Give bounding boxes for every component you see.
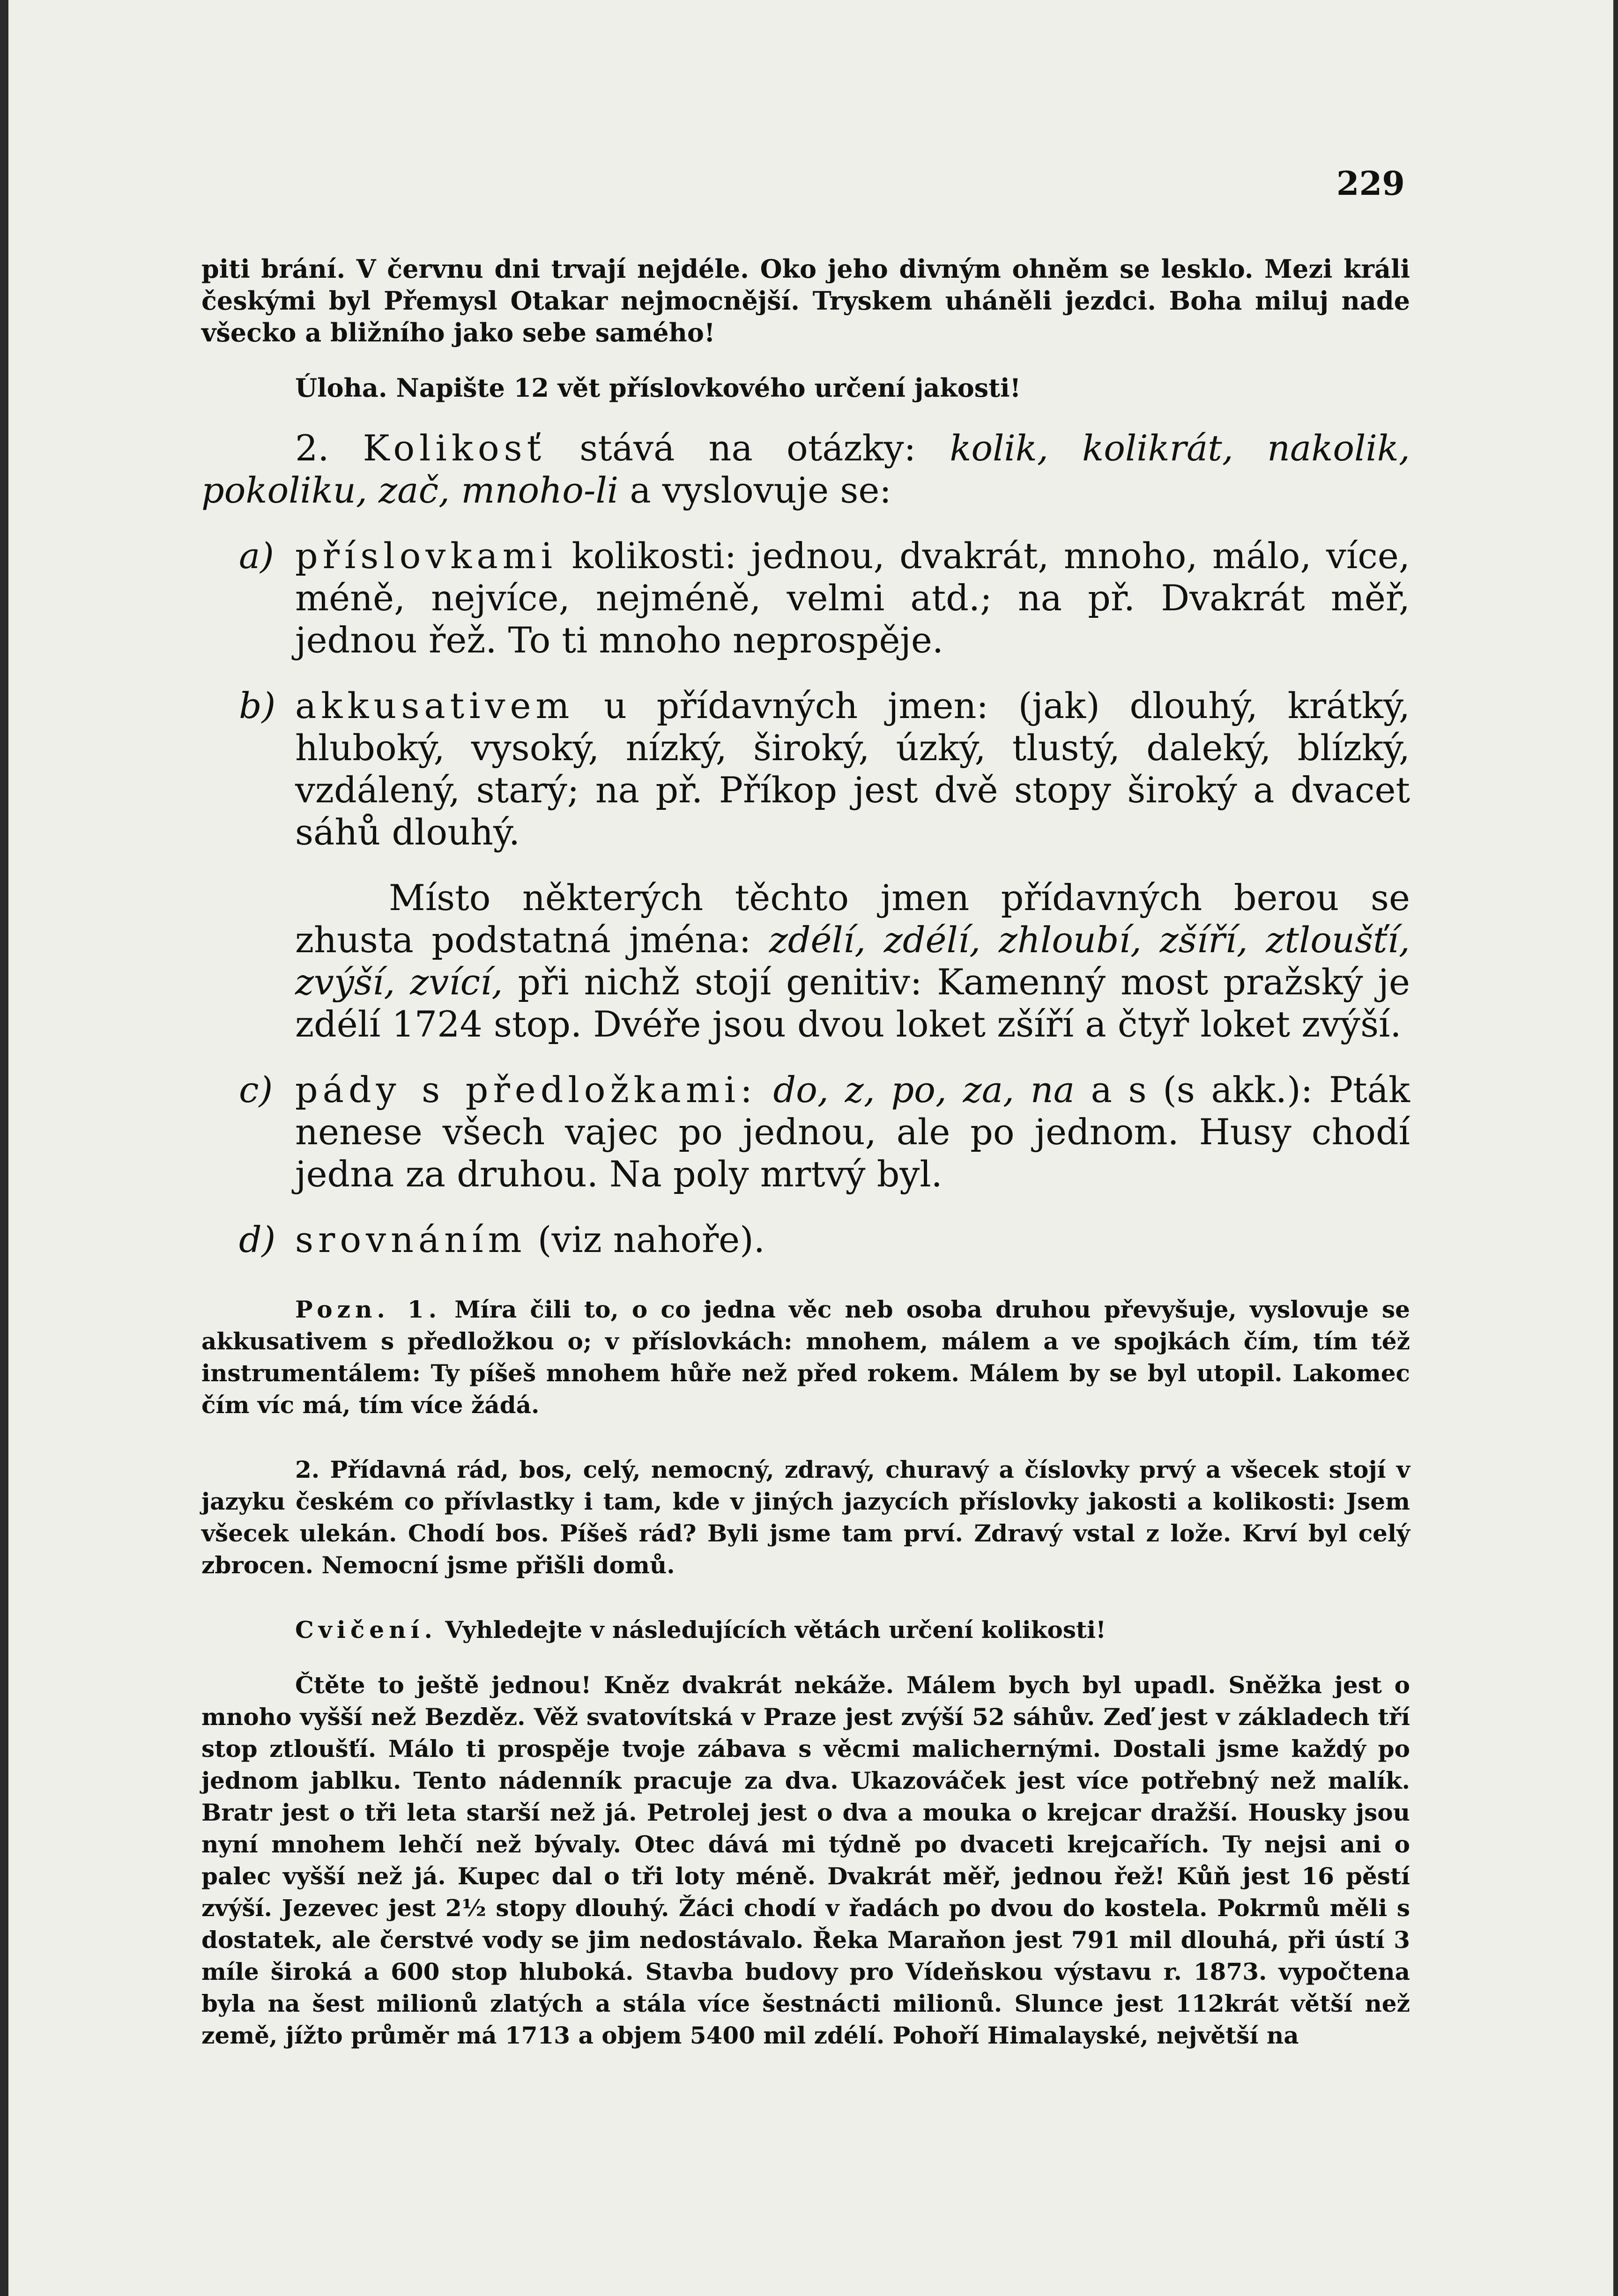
pozn-text: Míra čili to, o co jedna věc neb osoba druhou převyšuje, vyslovuje se akkusativem s předložkou o; v příslovkách: mnohem, málem a ve spojkách čím, tím též instrumentálem: Ty píšeš mnohem hůře než před rokem. Málem by se byl utopil. Lakomec čím víc má, tím více žádá. [201, 1296, 1410, 1419]
exercise-text: Čtěte to ještě jednou! Kněz dvakrát nekáže. Málem bych byl upadl. Sněžka jest o mnoho vyšší než Bezděz. Věž svatovítská v Praze jest zvýší 52 sáhův. Zeď jest v základech tří stop ztloušťí. Málo ti prospěje tvoje zábava s věcmi malichernými. Dostali jsme každý po jednom jablku. Tento nádenník pracuje za dva. Ukazováček jest více potřebný než malík. Bratr jest o tři leta starší než já. Petrolej jest o dva a mouka o krejcar dražší. Housky jsou nyní mnohem lehčí než bývaly. Otec dává mi týdně po dvaceti krejcařích. Ty nejsi ani o palec vyšší než já. Kupec dal o tři loty méně. Dvakrát měř, jednou řež! Kůň jest 16 pěstí zvýší. Jezevec jest 2½ stopy dlouhý. Žáci chodí v řadách po dvou do kostela. Pokrmů měli s dostatek, ale čerstvé vody se jim nedostávalo. Řeka Maraňon jest 791 mil dlouhá, při ústí 3 míle široká a 600 stop hluboká. Stavba budovy pro Vídeňskou výstavu r. 1873. vypočtena byla na šest milionů zlatých a stála více šestnácti milionů. Slunce jest 112krát větší než země, jížto průměr má 1713 a objem 5400 mil zdélí. Pohoří Himalayské, největší na [201, 1671, 1410, 2049]
pozn-2: 2. Přídavná rád, bos, celý, nemocný, zdravý, churavý a číslovky prvý a všecek stojí v jazyku českém co přívlastky i tam, kde v jiných jazycích příslovky jakosti a kolikosti: Jsem všecek ulekán. Chodí bos. Píšeš rád? Byli jsme tam prví. Zdravý vstal z lože. Krví byl celý zbrocen. Nemocní jsme přišli domů. [201, 1456, 1410, 1579]
pozn-1 [201, 1294, 1410, 1421]
item-b [201, 685, 1410, 853]
misto-tail: při nichž stojí genitiv: Kamenný most pražský je zdélí 1724 stop. Dvéře jsou dvou loket zšíří a čtyř loket zvýší. [295, 961, 1410, 1045]
scan-left-edge [0, 0, 8, 2296]
misto-paragraph [201, 877, 1410, 1045]
item-spaced-term: pády s předložkami: [295, 1069, 757, 1111]
exercise-label: Cvičení. [295, 1616, 437, 1644]
exercise-heading [201, 1614, 1410, 1646]
item-text: a s (s akk.): Pták nenese všech vajec po jednou, ale po jednom. Husy chodí jedna za druhou. Na poly mrtvý byl. [295, 1069, 1410, 1195]
section-questions: kolik, kolikrát, nakolik, pokoliku, zač, mnoho-li [201, 427, 1410, 511]
item-mark: d) [239, 1219, 276, 1260]
page-number: 229 [1336, 164, 1405, 203]
item-text: kolikosti: jednou, dvakrát, mnoho, málo, více, méně, nejvíce, nejméně, velmi atd.; na př. Dvakrát měř, jednou řež. To ti mnoho neprospěje. [295, 535, 1410, 661]
item-mark: a) [239, 535, 274, 577]
task-label: Úloha. [295, 373, 387, 403]
item-d [201, 1219, 1410, 1261]
item-text: u přídavných jmen: (jak) dlouhý, krátký, hluboký, vysoký, nízký, široký, úzký, tlustý, daleký, blízký, vzdálený, starý; na př. Příkop jest dvě stopy široký a dvacet sáhů dlouhý. [295, 685, 1410, 853]
item-spaced-term: příslovkami [295, 535, 557, 577]
section-term: Kolikosť [363, 427, 546, 469]
item-a [201, 535, 1410, 661]
item-c [201, 1069, 1410, 1195]
item-spaced-term: srovnáním [295, 1219, 527, 1260]
task-paragraph [201, 372, 1410, 404]
page-body [201, 253, 1410, 2052]
task-text: Napište 12 vět příslovkového určení jakosti! [396, 373, 1021, 403]
item-prepositions: do, z, po, za, na [773, 1069, 1075, 1111]
item-mark: c) [239, 1069, 273, 1111]
misto-words: zdélí, zdélí, zhloubí, zšíří, ztloušťí, zvýší, zvící, [295, 919, 1410, 1003]
pozn-label: Pozn. 1. [295, 1296, 442, 1323]
section-number: 2. [295, 427, 329, 469]
item-text: (viz nahoře). [537, 1219, 765, 1260]
intro-paragraph: piti brání. V červnu dni trvají nejdéle. Oko jeho divným ohněm se lesklo. Mezi králi českými byl Přemysl Otakar nejmocnější. Tryskem uháněli jezdci. Boha miluj nade všecko a bližního jako sebe samého! [201, 254, 1410, 348]
section-lead: stává na otázky: [579, 427, 916, 469]
item-mark: b) [239, 685, 276, 726]
section-tail: a vyslovuje se: [630, 469, 891, 511]
exercise-prompt: Vyhledejte v následujících větách určení kolikosti! [445, 1616, 1106, 1644]
section-2-heading [201, 427, 1410, 511]
scan-right-edge [1613, 0, 1618, 2296]
misto-lead: Místo některých těchto jmen přídavných berou se zhusta podstatná jména: [295, 877, 1410, 961]
item-spaced-term: akkusativem [295, 685, 574, 726]
